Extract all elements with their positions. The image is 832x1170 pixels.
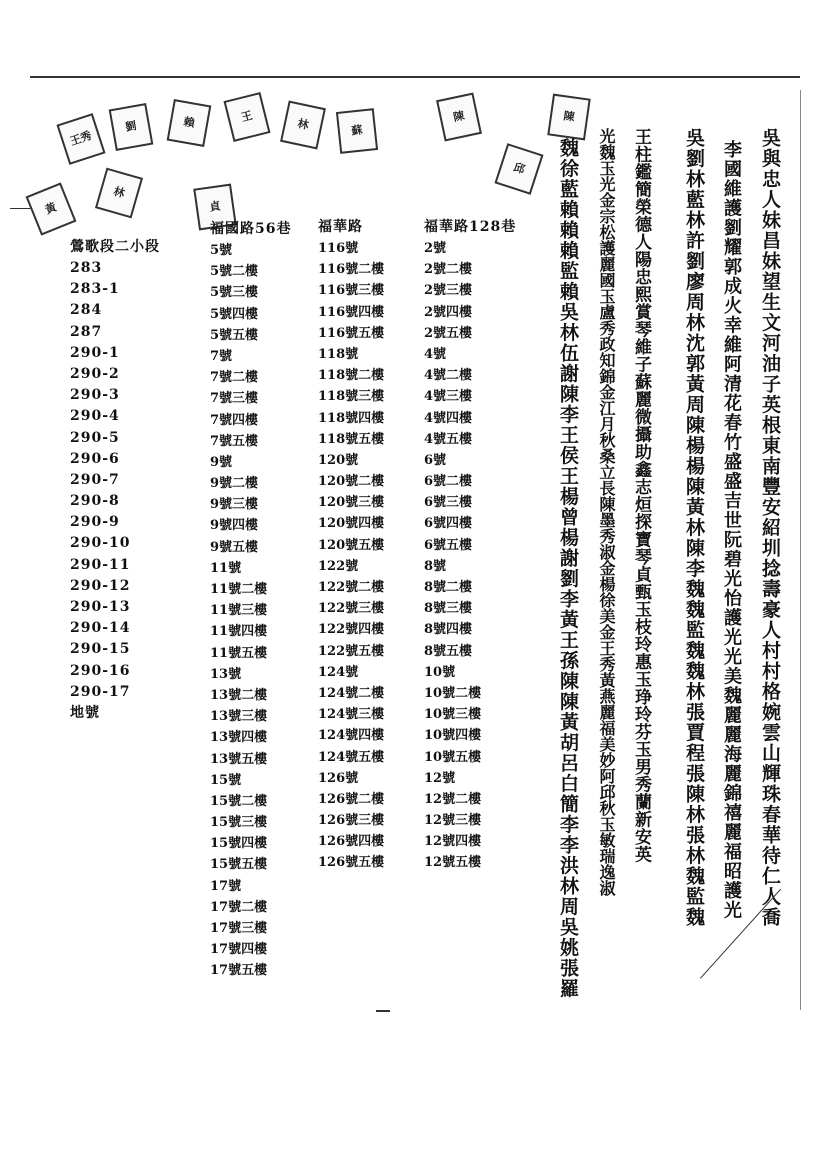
seal-stamp: 貞 [193,184,236,231]
parcel-number-list [70,258,160,724]
list-item: 6號四樓 [424,516,473,532]
list-item: 122號二樓 [318,580,385,595]
list-item: 120號四樓 [318,516,385,532]
list-item: 17號二樓 [210,899,268,915]
list-item: 290-4 [70,408,120,425]
list-item: 122號 [318,558,359,574]
list-item: 290-9 [70,514,120,531]
list-item: 124號五樓 [318,749,385,765]
seal-stamp: 王秀 [56,113,105,165]
list-item: 118號 [318,346,359,362]
list-item: 284 [70,302,103,319]
list-item: 290-5 [70,429,120,446]
list-item: 290-3 [70,387,120,404]
center-dash [376,1010,390,1012]
list-item: 2號 [424,241,447,256]
list-item: 6號二樓 [424,474,473,490]
list-item: 5號三樓 [210,285,259,301]
list-item: 290-2 [70,365,120,382]
address-column-header: 福國路56巷 [210,221,292,237]
list-item: 12號五樓 [424,855,482,871]
list-item: 7號五樓 [210,433,259,449]
list-item: 5號四樓 [210,306,259,322]
top-border-line [30,76,800,78]
list-item: 13號 [210,666,242,682]
list-item: 290-12 [70,577,131,594]
list-item: 116號 [318,241,359,256]
address-list [424,238,516,874]
list-item: 10號二樓 [424,685,482,701]
list-item: 15號三樓 [210,815,268,831]
list-item: 13號五樓 [210,751,268,767]
list-item: 118號四樓 [318,410,385,426]
seal-stamp: 林 [280,101,326,150]
list-item: 17號三樓 [210,921,268,936]
list-item: 6號 [424,452,447,468]
list-item: 7號二樓 [210,370,259,386]
list-item: 116號二樓 [318,262,385,278]
list-item: 290-7 [70,471,120,488]
list-item: 126號四樓 [318,834,385,850]
list-item: 283-1 [70,281,120,298]
list-item: 4號二樓 [424,368,473,384]
list-item: 8號五樓 [424,643,473,659]
name-column-2: 李國維護劉耀郭成火幸維阿清花春竹盛盛吉世阮碧光怡護光光美魏麗麗海麗錦禧麗福昭護光 [721,140,742,920]
list-item: 4號四樓 [424,410,473,426]
list-item: 7號 [210,348,233,364]
list-item: 126號三樓 [318,813,385,829]
list-item: 9號 [210,454,233,470]
list-item: 9號三樓 [210,497,259,513]
list-item: 6號三樓 [424,495,473,511]
list-item: 8號二樓 [424,580,473,595]
list-item: 15號四樓 [210,836,268,852]
list-item: 290-6 [70,450,120,467]
list-item: 4號 [424,346,447,362]
list-item: 124號 [318,664,359,680]
name-column-1: 吳與忠人妹昌妹望生文河油子英根東南豐安紹圳捻壽豪人村村格婉雲山輝珠春華待仁人喬 [759,128,781,928]
list-item: 120號五樓 [318,537,385,553]
name-column-6: 魏徐藍賴賴賴監賴吳林伍謝陳李王侯王楊曾楊謝劉李黃王孫陳陳黃胡呂白簡李李洪林周吳姚張羅 [557,138,579,999]
list-item: 290-8 [70,493,120,510]
list-item: 10號四樓 [424,728,482,744]
parcel-number-column [70,236,160,724]
list-item: 9號五樓 [210,539,259,555]
list-item: 13號三樓 [210,709,268,725]
list-item: 17號四樓 [210,942,268,958]
list-item: 290-1 [70,344,120,361]
list-item: 120號三樓 [318,495,385,511]
list-item: 2號三樓 [424,283,473,299]
list-item: 11號 [210,560,242,576]
address-list [318,238,384,874]
name-column-5: 光魏玉光金宗松護麗國玉盧秀政知錦金江月秋桑立長陳墨秀淑金楊徐美金王秀黃燕麗福美妙阿邱秋玉敏瑞逸淑 [597,128,616,896]
list-item: 290-11 [70,556,131,573]
list-item: 118號三樓 [318,389,385,405]
list-item: 5號五樓 [210,327,259,343]
seal-stamp: 陳 [436,93,482,142]
list-item: 12號 [424,770,456,786]
list-item: 126號 [318,770,359,786]
right-border-line [800,90,801,1010]
seal-stamp: 陳 [547,94,590,141]
list-item: 11號三樓 [210,603,268,619]
address-column-fuhua-road [318,216,384,874]
address-list [210,240,291,982]
list-item: 116號三樓 [318,283,385,299]
list-item: 11號四樓 [210,624,268,640]
list-item: 5號二樓 [210,264,259,280]
list-item: 124號二樓 [318,685,385,701]
seal-stamp: 林 [95,168,143,219]
seal-stamp: 黃 [26,182,77,235]
list-item: 122號四樓 [318,622,385,638]
list-item: 9號二樓 [210,476,259,492]
seal-stamp: 劉 [109,103,154,151]
list-item: 290-10 [70,535,131,552]
list-item: 6號五樓 [424,537,473,553]
name-column-3: 吳劉林藍林許劉廖周林沈郭黃周陳楊楊陳黃林陳李魏魏監魏魏林張賈程張陳林張林魏監魏 [683,128,705,928]
list-item: 120號 [318,452,359,468]
list-item: 116號四樓 [318,304,385,320]
list-item: 11號二樓 [210,582,268,597]
seal-stamp: 賴 [167,99,212,147]
name-column-4: 王柱鑑簡榮德人陽忠熙賞琴維子蘇麗微攝助鑫志烜探寶琴貞甄玉枝玲惠玉琤玲芬玉男秀蘭新安英 [631,128,651,863]
list-item: 12號三樓 [424,813,482,829]
list-item: 290-15 [70,641,131,658]
list-item: 15號五樓 [210,857,268,873]
list-item: 124號三樓 [318,707,385,723]
seal-stamp: 王 [223,92,270,142]
seal-stamp: 蘇 [336,108,378,154]
list-item: 124號四樓 [318,728,385,744]
list-item: 287 [70,323,103,340]
list-item: 11號五樓 [210,645,268,661]
list-item: 4號三樓 [424,389,473,405]
list-item: 8號 [424,558,447,574]
address-column-56-lane [210,218,291,982]
list-item: 283 [70,260,103,276]
seal-stamp: 邱 [494,143,543,195]
list-item: 120號二樓 [318,474,385,490]
list-item: 7號四樓 [210,412,259,428]
list-item: 290-16 [70,662,131,679]
list-item: 8號四樓 [424,622,473,638]
list-item: 13號二樓 [210,687,268,703]
address-column-header: 福華路 [318,219,363,235]
list-item: 13號四樓 [210,730,268,746]
address-column-128-lane [424,216,516,874]
list-item: 118號五樓 [318,431,385,447]
list-item: 2號四樓 [424,304,473,320]
list-item: 5號 [210,243,233,258]
list-item: 12號四樓 [424,834,482,850]
list-item: 122號五樓 [318,643,385,659]
list-item: 15號二樓 [210,793,268,809]
list-item: 17號 [210,878,242,894]
list-item: 2號二樓 [424,262,473,278]
list-item: 7號三樓 [210,391,259,407]
list-item: 122號三樓 [318,601,385,617]
list-item: 8號三樓 [424,601,473,617]
list-item: 10號三樓 [424,707,482,723]
list-item: 290-17 [70,683,131,700]
list-item: 290-14 [70,620,131,637]
list-item: 地號 [70,704,100,721]
list-item: 12號二樓 [424,791,482,807]
list-item: 126號二樓 [318,791,385,807]
list-item: 10號五樓 [424,749,482,765]
parcel-section-header: 鶯歌段二小段 [70,239,160,255]
list-item: 2號五樓 [424,325,473,341]
address-column-header: 福華路128巷 [424,219,517,235]
list-item: 118號二樓 [318,368,385,384]
list-item: 9號四樓 [210,518,259,534]
list-item: 126號五樓 [318,855,385,871]
list-item: 17號五樓 [210,963,268,979]
list-item: 10號 [424,664,456,680]
list-item: 4號五樓 [424,431,473,447]
list-item: 290-13 [70,599,131,615]
list-item: 116號五樓 [318,325,385,341]
list-item: 15號 [210,772,242,788]
